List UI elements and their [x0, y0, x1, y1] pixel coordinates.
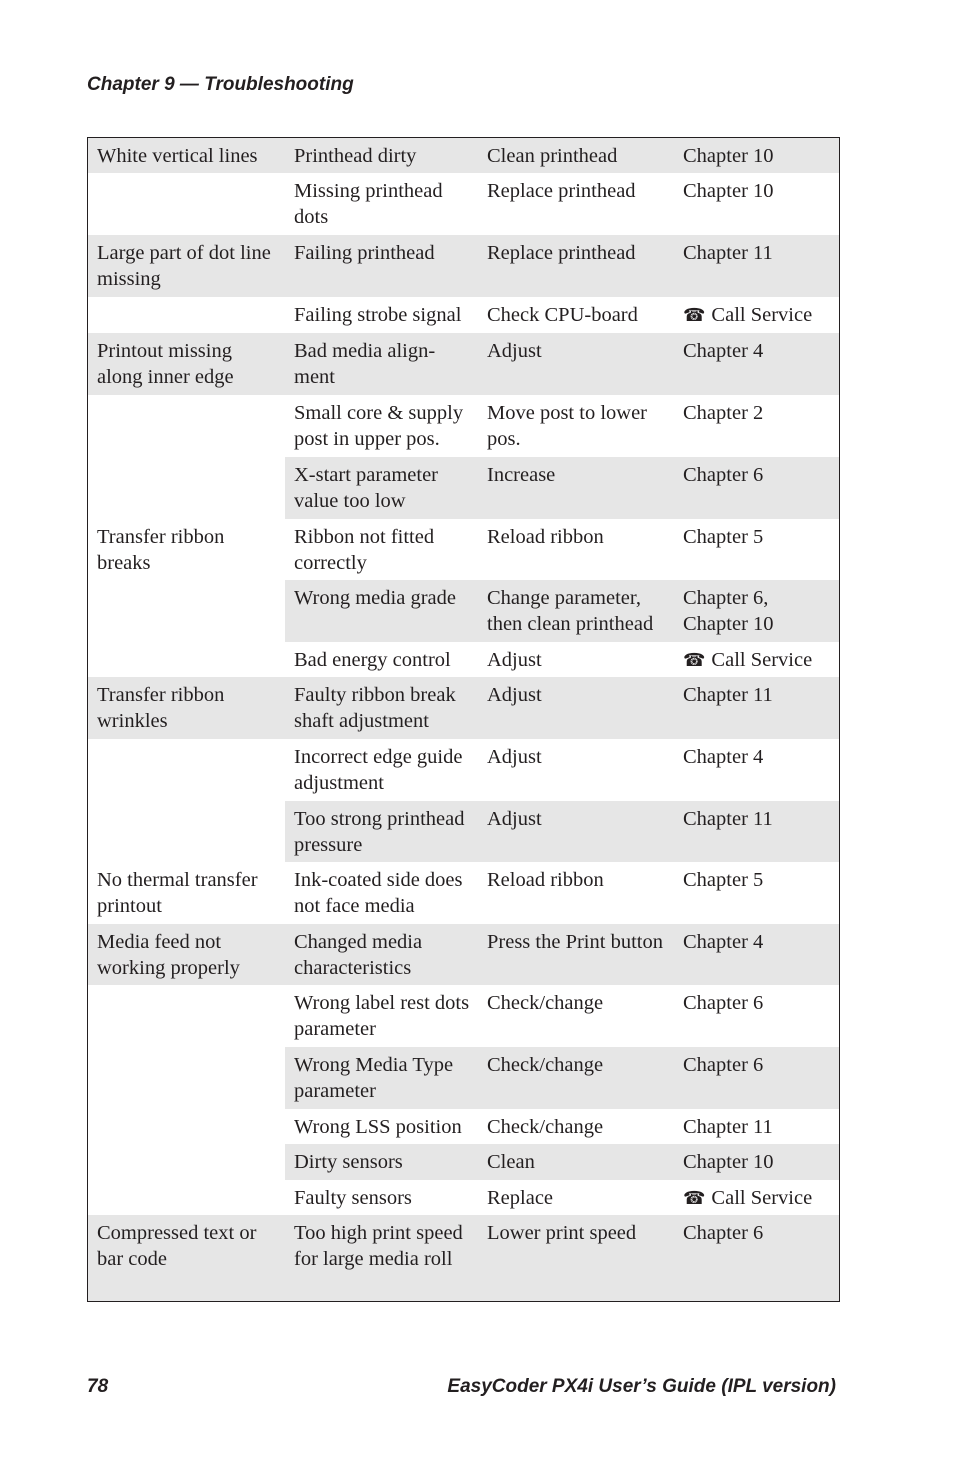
cause-cell: [285, 235, 478, 297]
table-row: [88, 1180, 839, 1215]
action-text: Replace: [487, 1187, 554, 1209]
symptom-cell: [88, 985, 285, 1047]
action-cell: [478, 1180, 674, 1215]
table-row: [88, 333, 839, 395]
reference-cell: [674, 297, 839, 333]
symptom-text: Transfer ribbon wrinkles: [97, 684, 225, 732]
guide-title: EasyCoder PX4i User’s Guide (IPL version): [447, 1376, 836, 1397]
cause-text: Bad media align-ment: [294, 340, 436, 388]
reference-text: Chapter 4: [683, 931, 764, 953]
table-row: [88, 862, 839, 924]
reference-cell: [674, 862, 839, 924]
action-cell: [478, 862, 674, 924]
table-row: [88, 457, 839, 519]
action-cell: [478, 1047, 674, 1109]
cause-cell: [285, 1215, 478, 1301]
action-cell: [478, 333, 674, 395]
symptom-cell: [88, 862, 285, 924]
cause-cell: [285, 677, 478, 739]
cause-cell: [285, 1047, 478, 1109]
cause-cell: [285, 580, 478, 642]
symptom-cell: [88, 173, 285, 235]
reference-text: Chapter 5: [683, 526, 764, 548]
reference-cell: [674, 1109, 839, 1144]
reference-cell: [674, 985, 839, 1047]
action-cell: [478, 985, 674, 1047]
action-text: Move post to lower pos.: [487, 402, 647, 450]
cause-cell: [285, 297, 478, 333]
reference-cell: [674, 924, 839, 985]
symptom-cell: [88, 457, 285, 519]
reference-cell: [674, 677, 839, 739]
symptom-cell: [88, 1215, 285, 1301]
cause-cell: [285, 642, 478, 677]
reference-text: Chapter 10: [683, 180, 774, 202]
reference-cell: [674, 1215, 839, 1301]
reference-cell: [674, 801, 839, 862]
action-text: Check/change: [487, 1116, 604, 1138]
cause-text: Ribbon not fitted correctly: [294, 526, 435, 574]
symptom-cell: [88, 395, 285, 457]
table-row: [88, 1047, 839, 1109]
action-cell: [478, 801, 674, 862]
symptom-text: Large part of dot line missing: [97, 242, 271, 290]
reference-text: Chapter 6: [683, 464, 764, 486]
symptom-text: White vertical lines: [97, 145, 258, 167]
action-cell: [478, 580, 674, 642]
reference-text: Call Service: [711, 1187, 813, 1209]
action-text: Press the Print button: [487, 931, 663, 953]
reference-text: Chapter 5: [683, 869, 764, 891]
reference-text: Chapter 4: [683, 340, 764, 362]
table-row: [88, 580, 839, 642]
cause-text: Incorrect edge guide adjustment: [294, 746, 463, 794]
cause-cell: [285, 739, 478, 801]
table-row: [88, 297, 839, 333]
phone-icon: ☎: [683, 305, 706, 325]
table-row: [88, 985, 839, 1047]
symptom-cell: [88, 519, 285, 580]
table-row: [88, 1144, 839, 1180]
table-row: [88, 677, 839, 739]
cause-cell: [285, 1109, 478, 1144]
table-row: [88, 924, 839, 985]
reference-cell: [674, 642, 839, 677]
cause-text: Faulty ribbon break shaft adjustment: [294, 684, 456, 732]
cause-text: X-start parameter value too low: [294, 464, 438, 512]
reference-text: Call Service: [711, 649, 813, 671]
action-text: Reload ribbon: [487, 526, 604, 548]
table-row: [88, 642, 839, 677]
action-cell: [478, 395, 674, 457]
chapter-title: Chapter 9 — Troubleshooting: [87, 74, 354, 95]
cause-cell: [285, 801, 478, 862]
action-cell: [478, 235, 674, 297]
table-row: [88, 1109, 839, 1144]
cause-text: Too strong printhead pressure: [294, 808, 465, 856]
symptom-text: Media feed not working properly: [97, 931, 240, 979]
page-number: 78: [87, 1376, 109, 1397]
symptom-cell: [88, 1144, 285, 1180]
reference-text: Chapter 11: [683, 684, 773, 706]
reference-cell: [674, 1047, 839, 1109]
action-text: Adjust: [487, 746, 542, 768]
cause-text: Too high print speed for large media roll: [294, 1222, 463, 1270]
reference-text: Chapter 6: [683, 1054, 764, 1076]
symptom-cell: [88, 235, 285, 297]
reference-text: Chapter 11: [683, 808, 773, 830]
cause-text: Small core & supply post in upper pos.: [294, 402, 464, 450]
symptom-cell: [88, 677, 285, 739]
action-text: Replace printhead: [487, 242, 636, 264]
reference-text: Chapter 6: [683, 992, 764, 1014]
reference-cell: [674, 739, 839, 801]
cause-cell: [285, 395, 478, 457]
symptom-text: Compressed text or bar code: [97, 1222, 257, 1270]
reference-cell: [674, 580, 839, 642]
symptom-cell: [88, 580, 285, 642]
cause-text: Printhead dirty: [294, 145, 417, 167]
table-row: [88, 1215, 839, 1301]
reference-cell: [674, 457, 839, 519]
action-cell: [478, 924, 674, 985]
reference-cell: [674, 333, 839, 395]
reference-text: Chapter 11: [683, 1116, 773, 1138]
action-cell: [478, 138, 674, 173]
symptom-cell: [88, 1109, 285, 1144]
cause-cell: [285, 138, 478, 173]
action-cell: [478, 173, 674, 235]
action-cell: [478, 457, 674, 519]
reference-cell: [674, 1144, 839, 1180]
cause-text: Wrong Media Type parameter: [294, 1054, 454, 1102]
action-text: Clean printhead: [487, 145, 618, 167]
symptom-cell: [88, 333, 285, 395]
cause-text: Wrong label rest dots parameter: [294, 992, 470, 1040]
action-cell: [478, 297, 674, 333]
action-text: Lower print speed: [487, 1222, 637, 1244]
cause-cell: [285, 924, 478, 985]
cause-text: Wrong media grade: [294, 587, 456, 609]
symptom-cell: [88, 1180, 285, 1215]
action-text: Adjust: [487, 340, 542, 362]
action-cell: [478, 1109, 674, 1144]
cause-cell: [285, 333, 478, 395]
action-cell: [478, 642, 674, 677]
symptom-text: No thermal transfer printout: [97, 869, 258, 917]
symptom-cell: [88, 801, 285, 862]
action-text: Adjust: [487, 808, 542, 830]
phone-icon: ☎: [683, 650, 706, 670]
symptom-cell: [88, 297, 285, 333]
cause-text: Ink-coated side does not face media: [294, 869, 463, 917]
action-text: Check/change: [487, 992, 604, 1014]
action-text: Replace printhead: [487, 180, 636, 202]
reference-cell: [674, 519, 839, 580]
cause-text: Faulty sensors: [294, 1187, 412, 1209]
reference-text: Chapter 10: [683, 145, 774, 167]
cause-text: Wrong LSS position: [294, 1116, 462, 1138]
action-cell: [478, 1144, 674, 1180]
symptom-text: Transfer ribbon breaks: [97, 526, 225, 574]
table-row: [88, 138, 839, 173]
cause-cell: [285, 862, 478, 924]
cause-cell: [285, 1144, 478, 1180]
action-cell: [478, 1215, 674, 1301]
table-row: [88, 739, 839, 801]
cause-cell: [285, 173, 478, 235]
table-row: [88, 173, 839, 235]
table-row: [88, 801, 839, 862]
action-cell: [478, 519, 674, 580]
action-text: Check CPU-board: [487, 304, 638, 326]
reference-text: Chapter 2: [683, 402, 764, 424]
phone-icon: ☎: [683, 1188, 706, 1208]
reference-cell: [674, 138, 839, 173]
troubleshooting-table: [87, 137, 840, 1302]
symptom-cell: [88, 739, 285, 801]
action-text: Change parameter, then clean printhead: [487, 587, 654, 635]
table-row: [88, 395, 839, 457]
cause-text: Dirty sensors: [294, 1151, 403, 1173]
table-row: [88, 235, 839, 297]
action-cell: [478, 677, 674, 739]
symptom-cell: [88, 138, 285, 173]
reference-text: Chapter 10: [683, 1151, 774, 1173]
reference-text: Call Service: [711, 304, 813, 326]
reference-text: Chapter 6: [683, 1222, 764, 1244]
cause-cell: [285, 985, 478, 1047]
cause-text: Bad energy control: [294, 649, 451, 671]
cause-cell: [285, 457, 478, 519]
reference-text: Chapter 4: [683, 746, 764, 768]
cause-text: Failing printhead: [294, 242, 435, 264]
reference-cell: [674, 395, 839, 457]
cause-text: Missing printhead dots: [294, 180, 443, 228]
symptom-cell: [88, 924, 285, 985]
action-text: Reload ribbon: [487, 869, 604, 891]
action-text: Check/change: [487, 1054, 604, 1076]
reference-text: Chapter 11: [683, 242, 773, 264]
action-text: Adjust: [487, 684, 542, 706]
action-text: Increase: [487, 464, 556, 486]
table-row: [88, 519, 839, 580]
symptom-text: Printout missing along inner edge: [97, 340, 234, 388]
action-text: Clean: [487, 1151, 535, 1173]
cause-cell: [285, 519, 478, 580]
cause-text: Changed media characteristics: [294, 931, 423, 979]
cause-cell: [285, 1180, 478, 1215]
cause-text: Failing strobe signal: [294, 304, 462, 326]
reference-cell: [674, 235, 839, 297]
symptom-cell: [88, 642, 285, 677]
reference-cell: [674, 173, 839, 235]
reference-cell: [674, 1180, 839, 1215]
symptom-cell: [88, 1047, 285, 1109]
action-text: Adjust: [487, 649, 542, 671]
reference-text: Chapter 6, Chapter 10: [683, 587, 774, 635]
action-cell: [478, 739, 674, 801]
